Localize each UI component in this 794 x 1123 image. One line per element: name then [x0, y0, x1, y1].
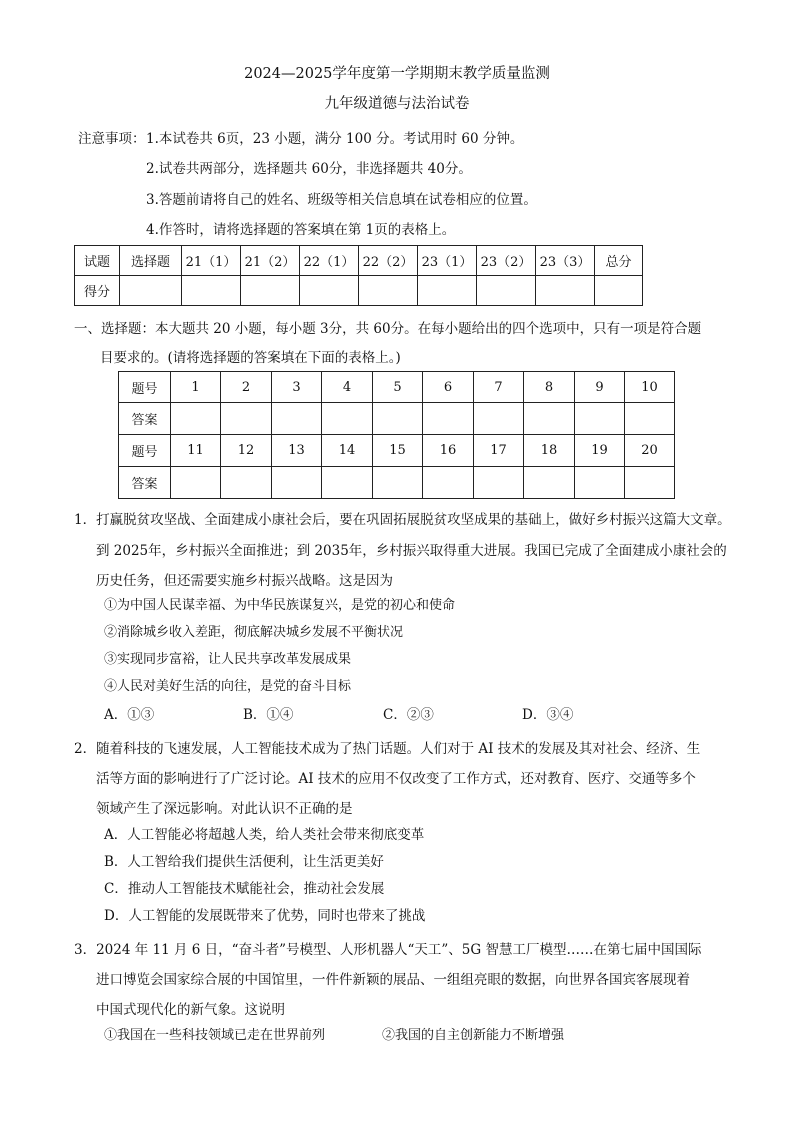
- score-header: 21（1）: [182, 246, 241, 276]
- answer-num: 19: [575, 435, 625, 467]
- score-cell[interactable]: [182, 276, 241, 306]
- q3-statement-1: ①我国在一些科技领域已走在世界前列: [104, 1028, 326, 1043]
- answer-num: 4: [322, 372, 373, 403]
- answer-num: 2: [221, 372, 272, 403]
- answer-cell[interactable]: [373, 403, 423, 435]
- answer-num-label: 题号: [119, 435, 171, 467]
- answer-cell[interactable]: [625, 403, 675, 435]
- score-header: 22（2）: [359, 246, 418, 276]
- answer-cell[interactable]: [272, 403, 322, 435]
- q2-line3: 领域产生了深远影响。对此认识不正确的是: [96, 801, 353, 817]
- notice-label: 注意事项：: [78, 131, 146, 147]
- q1-line2: 到 2025年，乡村振兴全面推进；到 2035年，乡村振兴取得重大进展。我国已完成了全面建成小康社会的: [96, 543, 727, 559]
- answer-num: 7: [474, 372, 524, 403]
- answer-cell[interactable]: [625, 467, 675, 499]
- answer-num: 20: [625, 435, 675, 467]
- answer-num: 6: [423, 372, 474, 403]
- answer-cell[interactable]: [524, 403, 575, 435]
- q2-option-a[interactable]: A．人工智能必将超越人类，给人类社会带来彻底变革: [104, 827, 425, 843]
- q2-option-c[interactable]: C．推动人工智能技术赋能社会，推动社会发展: [104, 881, 385, 897]
- answer-cell[interactable]: [474, 403, 524, 435]
- answer-num: 18: [524, 435, 575, 467]
- q2-line2: 活等方面的影响进行了广泛讨论。AI 技术的应用不仅改变了工作方式，还对教育、医疗、交通等多个: [96, 771, 696, 787]
- answer-num: 5: [373, 372, 423, 403]
- answer-cell[interactable]: [221, 467, 272, 499]
- q3-line1: 3．2024 年 11 月 6 日，“奋斗者”号模型、人形机器人“天工”、5G 智慧工厂模型……在第七届中国国际: [74, 942, 702, 958]
- score-table: [74, 245, 643, 306]
- answer-cell[interactable]: [474, 467, 524, 499]
- q3-line3: 中国式现代化的新气象。这说明: [96, 1002, 285, 1018]
- answer-num: 12: [221, 435, 272, 467]
- score-cell[interactable]: [359, 276, 418, 306]
- answer-num: 15: [373, 435, 423, 467]
- score-header: 23（2）: [477, 246, 536, 276]
- q1-statement-2: ②消除城乡收入差距，彻底解决城乡发展不平衡状况: [104, 625, 404, 640]
- answer-num: 17: [474, 435, 524, 467]
- q2-option-d[interactable]: D．人工智能的发展既带来了优势，同时也带来了挑战: [104, 908, 426, 924]
- answer-cell[interactable]: [171, 403, 221, 435]
- score-header: 21（2）: [241, 246, 300, 276]
- exam-title: 2024—2025学年度第一学期期末教学质量监测: [244, 66, 550, 82]
- answer-num: 9: [575, 372, 625, 403]
- section1-line2: 目要求的。(请将选择题的答案填在下面的表格上。): [100, 350, 401, 366]
- q3-statement-2: ②我国的自主创新能力不断增强: [382, 1028, 565, 1043]
- answer-label: 答案: [119, 403, 171, 435]
- answer-num: 10: [625, 372, 675, 403]
- score-header: 23（1）: [418, 246, 477, 276]
- q1-option-a[interactable]: A．①③: [104, 707, 155, 723]
- notice-item-4: 4.作答时，请将选择题的答案填在第 1页的表格上。: [146, 222, 456, 238]
- answer-num: 14: [322, 435, 373, 467]
- score-cell[interactable]: [241, 276, 300, 306]
- q1-option-c[interactable]: C．②③: [383, 707, 434, 723]
- q1-statement-3: ③实现同步富裕，让人民共享改革发展成果: [104, 652, 352, 667]
- answer-cell[interactable]: [322, 467, 373, 499]
- score-cell[interactable]: [536, 276, 595, 306]
- notice-item-3: 3.答题前请将自己的姓名、班级等相关信息填在试卷相应的位置。: [146, 192, 537, 208]
- score-header: 22（1）: [300, 246, 359, 276]
- answer-num: 11: [171, 435, 221, 467]
- q1-statement-4: ④人民对美好生活的向往，是党的奋斗目标: [104, 679, 352, 694]
- answer-num-label: 题号: [119, 372, 171, 403]
- q3-line2: 进口博览会国家综合展的中国馆里，一件件新颖的展品、一组组亮眼的数据，向世界各国宾客展现着: [96, 972, 690, 988]
- q1-option-d[interactable]: D．③④: [522, 707, 574, 723]
- score-header: 选择题: [120, 246, 182, 276]
- notice-item-2: 2.试卷共两部分，选择题共 60分，非选择题共 40分。: [146, 161, 472, 177]
- answer-num: 8: [524, 372, 575, 403]
- answer-label: 答案: [119, 467, 171, 499]
- score-cell[interactable]: [595, 276, 643, 306]
- score-header: 总分: [595, 246, 643, 276]
- score-cell[interactable]: [418, 276, 477, 306]
- answer-cell[interactable]: [272, 467, 322, 499]
- answer-num: 16: [423, 435, 474, 467]
- answer-cell[interactable]: [423, 467, 474, 499]
- score-cell[interactable]: [477, 276, 536, 306]
- answer-cell[interactable]: [524, 467, 575, 499]
- answer-cell[interactable]: [373, 467, 423, 499]
- score-cell[interactable]: [300, 276, 359, 306]
- answer-cell[interactable]: [171, 467, 221, 499]
- q1-line1: 1．打赢脱贫攻坚战、全面建成小康社会后，要在巩固拓展脱贫攻坚成果的基础上，做好乡村振兴这篇大文章。: [74, 512, 731, 528]
- score-cell[interactable]: [120, 276, 182, 306]
- q1-option-b[interactable]: B．①④: [243, 707, 294, 723]
- q1-line3: 历史任务，但还需要实施乡村振兴战略。这是因为: [96, 573, 393, 589]
- exam-subtitle: 九年级道德与法治试卷: [324, 96, 470, 112]
- answer-num: 13: [272, 435, 322, 467]
- answer-cell[interactable]: [575, 403, 625, 435]
- answer-cell[interactable]: [322, 403, 373, 435]
- score-row-label: 得分: [75, 276, 120, 306]
- score-header: 试题: [75, 246, 120, 276]
- answer-num: 3: [272, 372, 322, 403]
- answer-num: 1: [171, 372, 221, 403]
- q2-line1: 2．随着科技的飞速发展，人工智能技术成为了热门话题。人们对于 AI 技术的发展及其对社会、经济、生: [74, 741, 701, 757]
- answer-cell[interactable]: [575, 467, 625, 499]
- notice-item-1: 1.本试卷共 6页，23 小题，满分 100 分。考试用时 60 分钟。: [146, 131, 524, 147]
- section1-line1: 一、选择题：本大题共 20 小题，每小题 3分，共 60分。在每小题给出的四个选项中，只有一项是符合题: [74, 321, 702, 337]
- q1-statement-1: ①为中国人民谋幸福、为中华民族谋复兴，是党的初心和使命: [104, 598, 456, 613]
- score-header: 23（3）: [536, 246, 595, 276]
- answer-cell[interactable]: [423, 403, 474, 435]
- answer-cell[interactable]: [221, 403, 272, 435]
- q2-option-b[interactable]: B．人工智给我们提供生活便利，让生活更美好: [104, 854, 384, 870]
- answer-table: [118, 371, 675, 499]
